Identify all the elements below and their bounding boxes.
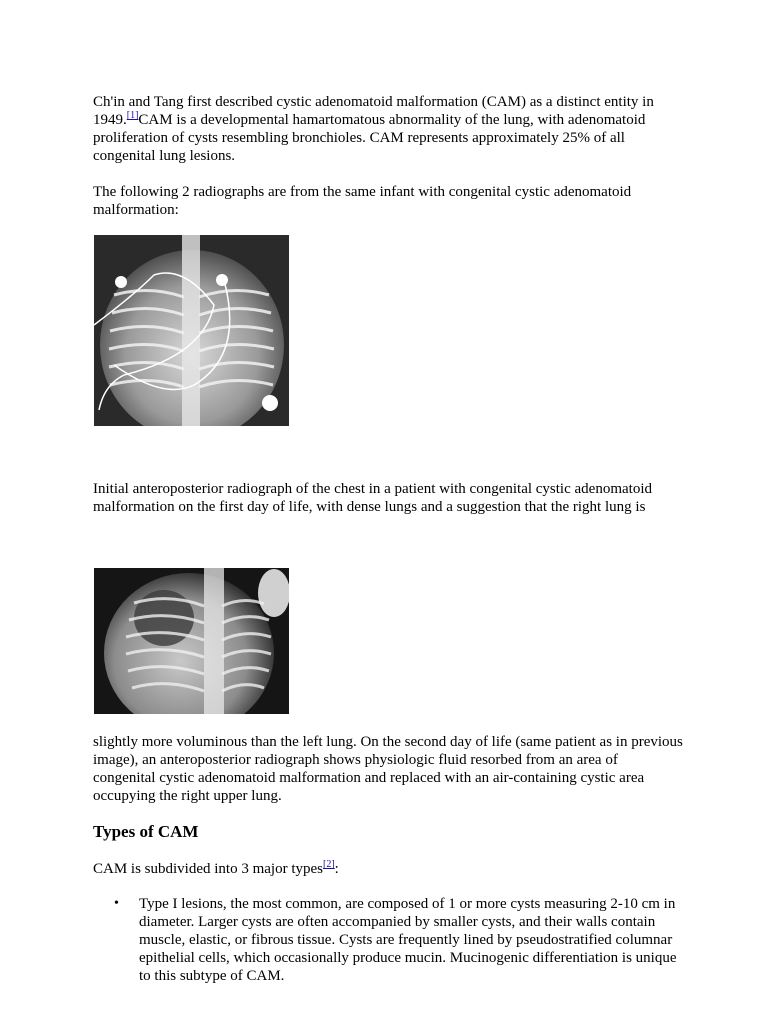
bullet-marker: • [114,896,119,911]
chest-radiograph-day-2 [94,568,289,714]
radiograph-caption-part-1: Initial anteroposterior radiograph of the chest in a patient with congenital cystic adenomatoid malformation on the first day of life, with dense lungs and a suggestion that the right lung is [93,481,652,515]
types-of-cam-heading: Types of CAM [93,822,199,841]
reference-link-2[interactable]: [2] [323,859,335,870]
intro-paragraph [93,93,678,165]
bullet-type-i-lesions: Type I lesions, the most common, are composed of 1 or more cysts measuring 2-10 cm in diameter. Larger cysts are often accompanied by smaller cysts, and their walls contain muscle, elastic, or fibrous tissue. Cysts are frequently lined by pseudostratified columnar epithelial cells, which occasionally produce mucin. Mucinogenic differentiation is unique to this subtype of CAM. [139,896,677,984]
reference-link-1[interactable]: [1] [126,110,139,121]
types-intro-text: CAM is subdivided into 3 major types [93,861,323,877]
radiograph-caption-part-2: slightly more voluminous than the left lung. On the second day of life (same patient as in previous image), an anteroposterior radiograph shows physiologic fluid resorbed from an area of congenital cystic adenomatoid malformation and replaced with an air-containing cystic area occupying the right upper lung. [93,734,683,804]
radiographs-intro-paragraph: The following 2 radiographs are from the same infant with congenital cystic adenomatoid malformation: [93,184,632,218]
types-intro-paragraph [93,860,678,878]
chest-radiograph-day-1 [94,235,289,426]
intro-text-1: Ch'in and Tang first described cystic adenomatoid malformation (CAM) as a distinct entity in 1949. [93,94,654,128]
types-intro-colon: : [334,861,339,877]
intro-text-2: CAM is a developmental hamartomatous abnormality of the lung, with adenomatoid proliferation of cysts resembling bronchioles. CAM represents approximately 25% of all congenital lung lesions. [93,112,646,164]
